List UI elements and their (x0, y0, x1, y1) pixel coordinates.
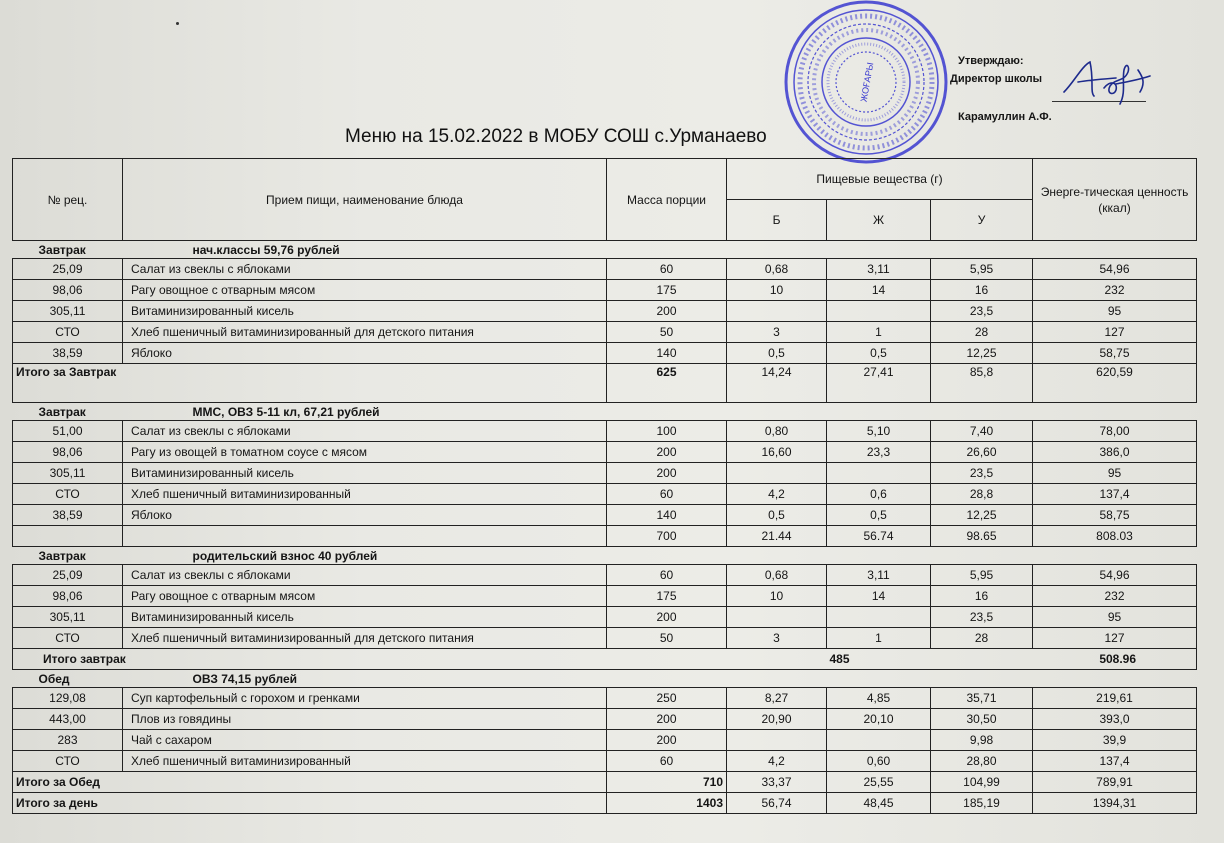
protein-value: 0,5 (727, 343, 827, 364)
fat-value: 0,5 (827, 505, 931, 526)
fat-value: 20,10 (827, 709, 931, 730)
section-label: Обед (13, 670, 123, 688)
recipe-number: 98,06 (13, 280, 123, 301)
portion-mass: 60 (607, 565, 727, 586)
table-row (13, 421, 1197, 442)
carb-value: 12,25 (931, 343, 1033, 364)
section-sublabel: нач.классы 59,76 рублей (123, 241, 1197, 259)
dish-name: Чай с сахаром (123, 730, 607, 751)
dish-name: Витаминизированный кисель (123, 463, 607, 484)
energy-value: 219,61 (1033, 688, 1197, 709)
energy-value: 386,0 (1033, 442, 1197, 463)
carb-value: 23,5 (931, 463, 1033, 484)
carb-value: 5,95 (931, 259, 1033, 280)
total-mass: 625 (607, 364, 727, 403)
section-sublabel: родительский взнос 40 рублей (123, 547, 1197, 565)
total-energy: 508.96 (1033, 649, 1197, 670)
dish-name: Хлеб пшеничный витаминизированный для детского питания (123, 322, 607, 343)
approval-line3: Карамуллин А.Ф. (958, 111, 1052, 123)
protein-value: 10 (727, 586, 827, 607)
fat-value: 0,60 (827, 751, 931, 772)
fat-value: 3,11 (827, 259, 931, 280)
protein-value: 0,80 (727, 421, 827, 442)
table-row (13, 280, 1197, 301)
table-row (13, 484, 1197, 505)
day-total-protein: 56,74 (727, 793, 827, 814)
total-empty-name (123, 526, 607, 547)
protein-value: 10 (727, 280, 827, 301)
portion-mass: 200 (607, 730, 727, 751)
recipe-number: 51,00 (13, 421, 123, 442)
total-carb: 85,8 (931, 364, 1033, 403)
total-mass: 485 (827, 649, 931, 670)
carb-value: 23,5 (931, 607, 1033, 628)
recipe-number: 38,59 (13, 505, 123, 526)
carb-value: 28,8 (931, 484, 1033, 505)
protein-value: 16,60 (727, 442, 827, 463)
section-header (13, 547, 1197, 565)
carb-value: 9,98 (931, 730, 1033, 751)
recipe-number: 305,11 (13, 463, 123, 484)
carb-value: 5,95 (931, 565, 1033, 586)
recipe-number: СТО (13, 322, 123, 343)
day-total-mass: 1403 (607, 793, 727, 814)
recipe-number: 283 (13, 730, 123, 751)
energy-value: 39,9 (1033, 730, 1197, 751)
col-zh-header: Ж (827, 200, 931, 241)
dish-name: Суп картофельный с горохом и гренками (123, 688, 607, 709)
protein-value: 4,2 (727, 484, 827, 505)
table-row (13, 709, 1197, 730)
recipe-number: 305,11 (13, 607, 123, 628)
energy-value: 54,96 (1033, 565, 1197, 586)
energy-value: 137,4 (1033, 751, 1197, 772)
carb-value: 30,50 (931, 709, 1033, 730)
total-mass: 710 (607, 772, 727, 793)
fat-value: 3,11 (827, 565, 931, 586)
recipe-number: 98,06 (13, 586, 123, 607)
total-fat: 27,41 (827, 364, 931, 403)
recipe-number: 443,00 (13, 709, 123, 730)
total-protein: 14,24 (727, 364, 827, 403)
protein-value: 3 (727, 322, 827, 343)
portion-mass: 60 (607, 259, 727, 280)
dish-name: Рагу из овощей в томатном соусе с мясом (123, 442, 607, 463)
total-spacer (931, 649, 1033, 670)
col-mass-header: Масса порции (607, 159, 727, 241)
protein-value: 0,68 (727, 565, 827, 586)
dish-name: Рагу овощное с отварным мясом (123, 586, 607, 607)
table-row (13, 730, 1197, 751)
protein-value: 20,90 (727, 709, 827, 730)
stamp-center-text: ЖОҒАРЫ (858, 61, 876, 103)
table-row (13, 442, 1197, 463)
fat-value (827, 463, 931, 484)
carb-value: 35,71 (931, 688, 1033, 709)
protein-value: 0,5 (727, 505, 827, 526)
fat-value: 0,5 (827, 343, 931, 364)
total-energy: 808.03 (1033, 526, 1197, 547)
energy-value: 95 (1033, 301, 1197, 322)
total-protein: 21.44 (727, 526, 827, 547)
col-nutrients-header: Пищевые вещества (г) (727, 159, 1033, 200)
total-carb: 104,99 (931, 772, 1033, 793)
portion-mass: 140 (607, 505, 727, 526)
energy-value: 95 (1033, 607, 1197, 628)
total-label: Итого за Завтрак (13, 364, 607, 403)
section-label: Завтрак (13, 403, 123, 421)
protein-value (727, 301, 827, 322)
section-header (13, 403, 1197, 421)
menu-body (13, 241, 1197, 814)
portion-mass: 50 (607, 628, 727, 649)
recipe-number: 25,09 (13, 259, 123, 280)
table-row (13, 565, 1197, 586)
day-total-row (13, 793, 1197, 814)
table-row (13, 505, 1197, 526)
approval-line1: Утверждаю: (958, 55, 1024, 67)
dish-name: Хлеб пшеничный витаминизированный (123, 484, 607, 505)
section-total-row (13, 649, 1197, 670)
carb-value: 28 (931, 628, 1033, 649)
total-fat: 56.74 (827, 526, 931, 547)
portion-mass: 175 (607, 586, 727, 607)
fat-value: 14 (827, 280, 931, 301)
portion-mass: 200 (607, 709, 727, 730)
portion-mass: 175 (607, 280, 727, 301)
carb-value: 23,5 (931, 301, 1033, 322)
dish-name: Хлеб пшеничный витаминизированный (123, 751, 607, 772)
total-protein: 33,37 (727, 772, 827, 793)
section-total-row (13, 364, 1197, 403)
dish-name: Хлеб пшеничный витаминизированный для детского питания (123, 628, 607, 649)
section-total-row (13, 526, 1197, 547)
table-row (13, 322, 1197, 343)
director-signature (1060, 52, 1156, 108)
table-row (13, 259, 1197, 280)
fat-value: 1 (827, 322, 931, 343)
header-row-1 (13, 159, 1197, 200)
carb-value: 26,60 (931, 442, 1033, 463)
recipe-number: 25,09 (13, 565, 123, 586)
energy-value: 78,00 (1033, 421, 1197, 442)
protein-value: 8,27 (727, 688, 827, 709)
day-total-energy: 1394,31 (1033, 793, 1197, 814)
energy-value: 127 (1033, 628, 1197, 649)
day-total-carb: 185,19 (931, 793, 1033, 814)
total-empty (13, 526, 123, 547)
protein-value (727, 463, 827, 484)
portion-mass: 200 (607, 463, 727, 484)
col-num-header: № рец. (13, 159, 123, 241)
recipe-number: 38,59 (13, 343, 123, 364)
total-mass: 700 (607, 526, 727, 547)
table-row (13, 628, 1197, 649)
protein-value: 4,2 (727, 751, 827, 772)
speck (176, 22, 179, 25)
section-label: Завтрак (13, 241, 123, 259)
fat-value (827, 730, 931, 751)
carb-value: 28,80 (931, 751, 1033, 772)
carb-value: 28 (931, 322, 1033, 343)
energy-value: 127 (1033, 322, 1197, 343)
energy-value: 58,75 (1033, 505, 1197, 526)
fat-value: 5,10 (827, 421, 931, 442)
portion-mass: 50 (607, 322, 727, 343)
section-total-row (13, 772, 1197, 793)
recipe-number: 98,06 (13, 442, 123, 463)
energy-value: 393,0 (1033, 709, 1197, 730)
total-label: Итого завтрак (13, 649, 827, 670)
portion-mass: 100 (607, 421, 727, 442)
recipe-number: СТО (13, 751, 123, 772)
dish-name: Яблоко (123, 505, 607, 526)
portion-mass: 200 (607, 301, 727, 322)
carb-value: 12,25 (931, 505, 1033, 526)
dish-name: Салат из свеклы с яблоками (123, 421, 607, 442)
dish-name: Плов из говядины (123, 709, 607, 730)
energy-value: 137,4 (1033, 484, 1197, 505)
total-energy: 789,91 (1033, 772, 1197, 793)
page-title: Меню на 15.02.2022 в МОБУ СОШ с.Урманаево (345, 126, 767, 147)
carb-value: 16 (931, 280, 1033, 301)
col-u-header: У (931, 200, 1033, 241)
portion-mass: 60 (607, 751, 727, 772)
section-header (13, 670, 1197, 688)
energy-value: 58,75 (1033, 343, 1197, 364)
fat-value: 14 (827, 586, 931, 607)
protein-value: 0,68 (727, 259, 827, 280)
portion-mass: 60 (607, 484, 727, 505)
recipe-number: 305,11 (13, 301, 123, 322)
energy-value: 232 (1033, 586, 1197, 607)
fat-value (827, 301, 931, 322)
fat-value (827, 607, 931, 628)
table-row (13, 343, 1197, 364)
fat-value: 4,85 (827, 688, 931, 709)
energy-value: 95 (1033, 463, 1197, 484)
carb-value: 7,40 (931, 421, 1033, 442)
total-label: Итого за Обед (13, 772, 607, 793)
dish-name: Яблоко (123, 343, 607, 364)
recipe-number: 129,08 (13, 688, 123, 709)
fat-value: 1 (827, 628, 931, 649)
day-total-label: Итого за день (13, 793, 607, 814)
total-fat: 25,55 (827, 772, 931, 793)
dish-name: Рагу овощное с отварным мясом (123, 280, 607, 301)
table-row (13, 586, 1197, 607)
section-sublabel: ММС, ОВЗ 5-11 кл, 67,21 рублей (123, 403, 1197, 421)
approval-line2: Директор школы (950, 73, 1043, 85)
table-row (13, 463, 1197, 484)
protein-value (727, 730, 827, 751)
protein-value (727, 607, 827, 628)
dish-name: Витаминизированный кисель (123, 607, 607, 628)
table-row (13, 301, 1197, 322)
col-b-header: Б (727, 200, 827, 241)
energy-value: 232 (1033, 280, 1197, 301)
menu-table (12, 158, 1197, 814)
total-energy: 620,59 (1033, 364, 1197, 403)
recipe-number: СТО (13, 628, 123, 649)
energy-value: 54,96 (1033, 259, 1197, 280)
portion-mass: 140 (607, 343, 727, 364)
dish-name: Салат из свеклы с яблоками (123, 565, 607, 586)
recipe-number: СТО (13, 484, 123, 505)
section-header (13, 241, 1197, 259)
protein-value: 3 (727, 628, 827, 649)
fat-value: 23,3 (827, 442, 931, 463)
col-energy-header: Энерге-тическая ценность (ккал) (1033, 159, 1197, 241)
portion-mass: 200 (607, 442, 727, 463)
carb-value: 16 (931, 586, 1033, 607)
portion-mass: 250 (607, 688, 727, 709)
section-label: Завтрак (13, 547, 123, 565)
day-total-fat: 48,45 (827, 793, 931, 814)
table-row (13, 607, 1197, 628)
section-sublabel: ОВЗ 74,15 рублей (123, 670, 1197, 688)
portion-mass: 200 (607, 607, 727, 628)
total-carb: 98.65 (931, 526, 1033, 547)
col-name-header: Прием пищи, наименование блюда (123, 159, 607, 241)
table-row (13, 688, 1197, 709)
dish-name: Салат из свеклы с яблоками (123, 259, 607, 280)
fat-value: 0,6 (827, 484, 931, 505)
table-row (13, 751, 1197, 772)
dish-name: Витаминизированный кисель (123, 301, 607, 322)
